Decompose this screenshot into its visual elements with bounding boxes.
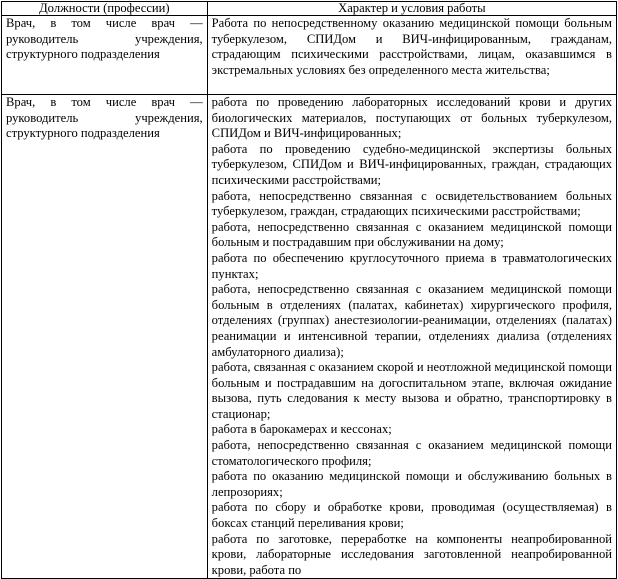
condition-item: работа в барокамерах и кессонах; [211,422,392,437]
table-header-row [2,2,617,16]
condition-item: работа по проведению лабораторных исследований крови и других биологических материалов, поступающих от больных туберкулезом, СПИДом и ВИЧ-инфицированных; [211,95,612,141]
header-conditions: Характер и условия работы [207,2,616,16]
position-cell: Врач, в том числе врач — руководитель учреждения, структурного подразделения [2,16,208,95]
condition-item: работа, непосредственно связанная с оказанием медицинской помощи больным и пострадавшим при обслуживании на дому; [211,219,612,250]
header-positions: Должности (профессии) [2,2,208,16]
condition-item: работа по сбору и обработке крови, проводимая (осуществляемая) в боксах станций переливания крови; [211,500,612,531]
position-cell: Врач, в том числе врач — руководитель учреждения, структурного подразделения [2,95,208,579]
condition-item: работа по оказанию медицинской помощи и обслуживанию больных в лепрозориях; [211,469,612,499]
condition-item: Работа по непосредственному оказанию медицинской помощи больным туберкулезом, СПИДом и ВИЧ-инфицированным, гражданам, страдающим психическими расстройствами, лицам, оказавшимся в экстремальных условиях без определенного места жительства; [211,16,612,77]
conditions-cell [207,16,616,95]
table-row [2,16,617,95]
table-row [2,95,617,579]
conditions-cell [207,95,616,579]
condition-item: работа, непосредственно связанная с освидетельствованием больных туберкулезом, граждан, страдающих психическими расстройствами; [211,188,612,219]
positions-conditions-table [1,1,617,579]
condition-item: работа, непосредственно связанная с оказанием медицинской помощи стоматологического профиля; [211,438,612,468]
condition-item: работа, непосредственно связанная с оказанием медицинской помощи больным в отделениях (палатах, кабинетах) хирургического профиля, отделениях (группах) анестезиологии-реанимации, отделениях (палатах) реанимации и интенсивной терапии, отделениях диализа (отделениях амбулаторного диализа); [211,282,612,359]
condition-item: работа по заготовке, переработке на компоненты неапробированной крови, лабораторные исследования заготовленной неапробированной крови, работа по [211,531,612,577]
condition-item: работа по проведению судебно-медицинской экспертизы больных туберкулезом, СПИДом и ВИЧ-инфицированных, граждан, страдающих психическими расстройствами; [211,141,612,187]
condition-item: работа, связанная с оказанием скорой и неотложной медицинской помощи больным и пострадавшим на догоспитальном этапе, включая ожидание вызова, путь следования к месту вызова и обратно, транспортировку в стационар; [211,360,612,421]
condition-item: работа по обеспечению круглосуточного приема в травматологических пунктах; [211,250,612,281]
